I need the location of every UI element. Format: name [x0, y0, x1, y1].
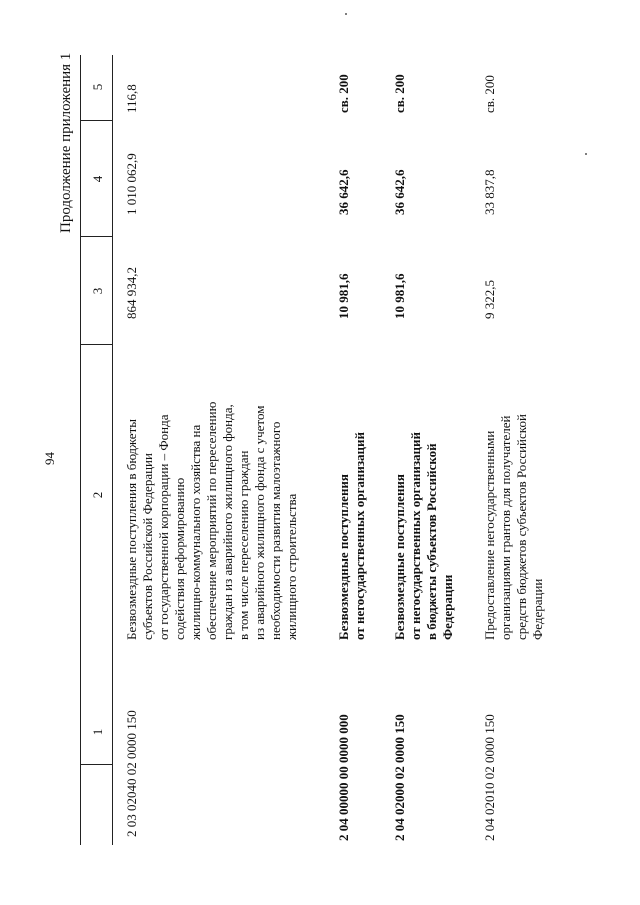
row-1-col5: 116,8	[124, 84, 139, 113]
desc-line: Федерации	[530, 578, 545, 640]
column-divider	[80, 764, 112, 765]
desc-line: из аварийного жилищного фонда с учетом	[252, 405, 267, 640]
desc-line: содействия реформированию	[172, 477, 187, 640]
continuation-label: Продолжение приложения 1	[58, 52, 74, 233]
column-divider	[80, 344, 112, 345]
column-header-4: 4	[90, 175, 105, 183]
desc-line: обеспечение мероприятий по переселению	[204, 401, 219, 640]
column-header-2: 2	[90, 491, 105, 499]
row-1-col3: 864 934,2	[124, 267, 139, 319]
desc-line: Безвозмездные поступления	[336, 474, 351, 640]
desc-line: Безвозмездные поступления	[392, 474, 407, 640]
column-header-1: 1	[90, 728, 105, 736]
column-header-5: 5	[90, 83, 105, 91]
scan-speck	[585, 153, 587, 155]
desc-line: Безвозмездные поступления в бюджеты	[124, 419, 139, 640]
row-3-col5: св. 200	[392, 74, 407, 113]
row-4-col4: 33 837,8	[482, 169, 497, 215]
row-2-description	[336, 432, 368, 640]
scan-speck	[345, 13, 347, 15]
row-3-code: 2 04 02000 02 0000 150	[392, 714, 407, 841]
desc-line: жилищно-коммунального хозяйства на	[188, 424, 203, 640]
desc-line: необходимости развития малоэтажного	[268, 421, 283, 640]
row-4-col3: 9 322,5	[482, 280, 497, 319]
row-4-code: 2 04 02010 02 0000 150	[482, 714, 497, 841]
desc-line: средств бюджетов субъектов Российской	[514, 414, 529, 640]
row-4-col5: св. 200	[482, 75, 497, 113]
desc-line: в том числе переселению граждан	[236, 450, 251, 640]
desc-line: Федерации	[440, 574, 455, 640]
column-divider	[80, 236, 112, 237]
table-header-bottom-border	[112, 55, 113, 845]
desc-line: жилищного строительства	[284, 493, 299, 640]
desc-line: от негосударственных организаций	[408, 431, 423, 640]
row-1-description	[124, 402, 300, 640]
row-3-col4: 36 642,6	[392, 169, 407, 215]
row-2-col4: 36 642,6	[336, 169, 351, 215]
row-2-col5: св. 200	[336, 74, 351, 113]
desc-line: от государственной корпорации – Фонда	[156, 414, 171, 640]
desc-line: организациями грантов для получателей	[498, 415, 513, 640]
row-2-code: 2 04 00000 00 0000 000	[336, 714, 351, 841]
row-4-description	[482, 414, 546, 640]
row-2-col3: 10 981,6	[336, 273, 351, 319]
row-3-col3: 10 981,6	[392, 273, 407, 319]
column-header-3: 3	[90, 287, 105, 295]
desc-line: от негосударственных организаций	[352, 431, 367, 640]
row-1-code: 2 03 02040 02 0000 150	[124, 710, 139, 837]
row-1-col4: 1 010 062,9	[124, 153, 139, 215]
desc-line: Предоставление негосударственными	[482, 430, 497, 640]
page-number: 94	[42, 452, 57, 465]
desc-line: в бюджеты субъектов Российской	[424, 443, 439, 640]
row-3-description	[392, 432, 456, 640]
column-divider	[80, 120, 112, 121]
desc-line: граждан из аварийного жилищного фонда,	[220, 404, 235, 640]
desc-line: субъектов Российской Федерации	[140, 453, 155, 640]
table-top-border	[80, 55, 81, 845]
